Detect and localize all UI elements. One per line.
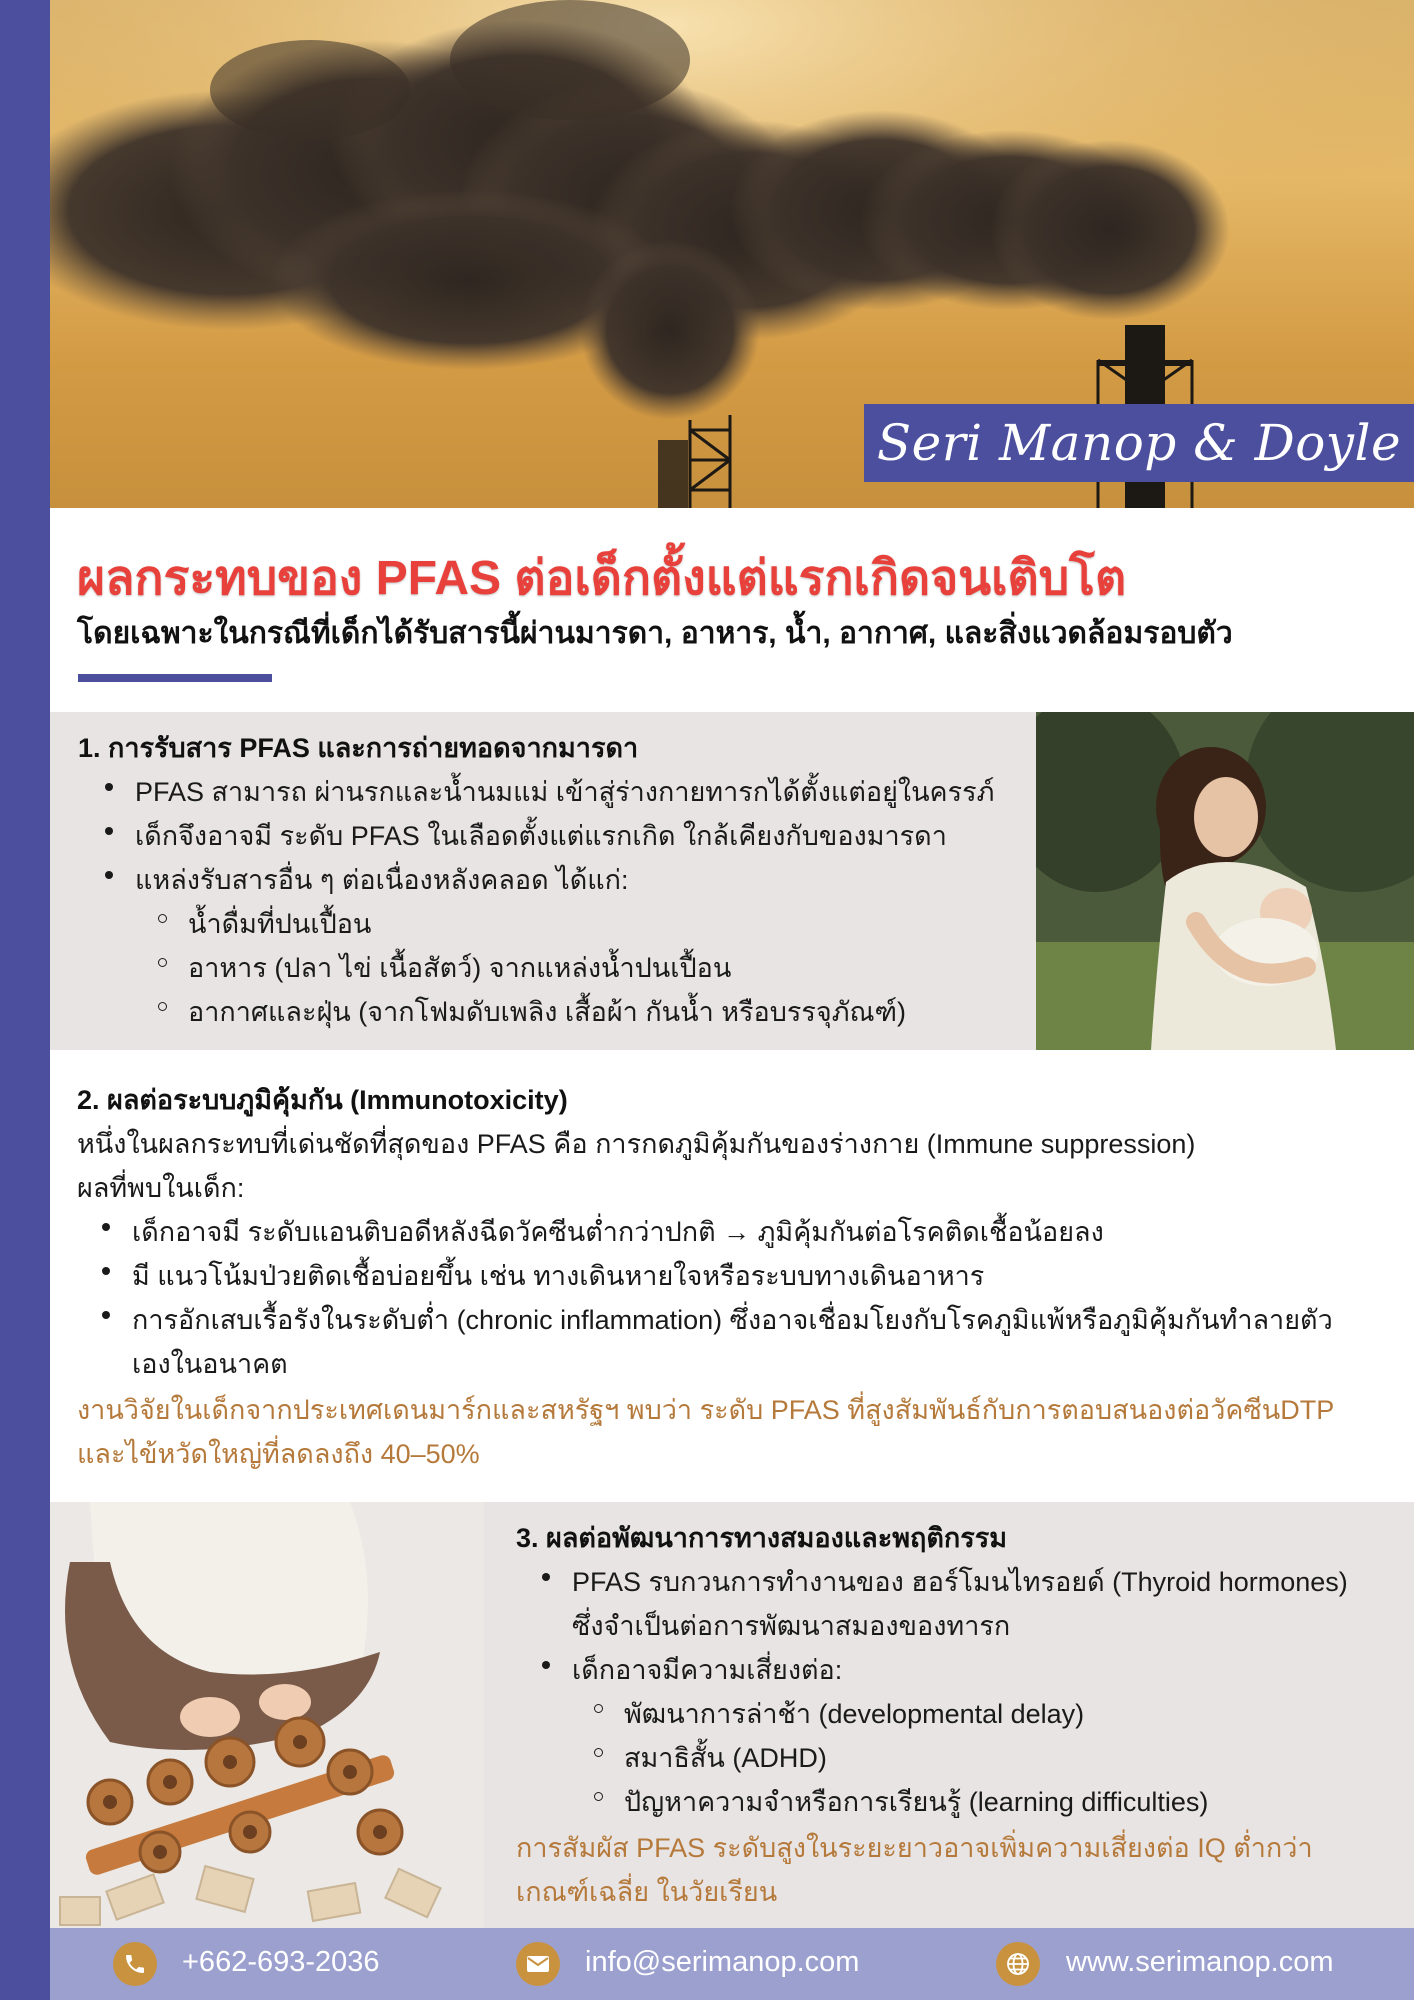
bullet-dot [102, 1267, 110, 1275]
section2-heading: 2. ผลต่อระบบภูมิคุ้มกัน (Immunotoxicity) [77, 1085, 568, 1115]
section-maternal-exposure: 1. การรับสาร PFAS และการถ่ายทอดจากมารดา PFAS สามารถ ผ่านรกและน้ำนมแม่ เข้าสู่ร่างกายทารกได้ตั้งแต่อยู่ในครรภ์ เด็กจึงอาจมี ระดับ PFAS ในเลือดตั้งแต่แรกเกิด ใกล้เคียงกับของมารดา แหล่งรับสารอื่น ๆ ต่อเนื่องหลังคลอด ได้แก่: น้ำดื่มที่ปนเปื้อน อาหาร (ปลา ไข่ เนื้อสัตว์) จากแหล่งน้ำปนเปื้อน อากาศและฝุ่น (จากโฟมดับเพลิง เสื้อผ้า กันน้ำ หรือบรรจุภัณฑ์) [50, 712, 1036, 1050]
bullet-ring [158, 958, 167, 967]
bullet-ring [158, 1002, 167, 1011]
bullet-dot [542, 1573, 550, 1581]
bullet-dot [105, 827, 113, 835]
brand-banner [864, 404, 1414, 482]
bullet-ring [158, 914, 167, 923]
bullet-dot [105, 783, 113, 791]
brand-name: Seri Manop & Doyle [876, 414, 1402, 472]
phone-icon [113, 1942, 157, 1986]
left-accent-bar [0, 0, 50, 2000]
photo-child-wooden-toys [50, 1502, 484, 1928]
section1-heading: 1. การรับสาร PFAS และการถ่ายทอดจากมารดา [78, 733, 639, 763]
bullet-ring [594, 1748, 603, 1757]
section2-findings-label: ผลที่พบในเด็ก: [77, 1173, 245, 1203]
footer-website[interactable]: www.serimanop.com [1066, 1946, 1334, 1978]
page-subtitle: โดยเฉพาะในกรณีที่เด็กได้รับสารนี้ผ่านมารดา, อาหาร, น้ำ, อากาศ, และสิ่งแวดล้อมรอบตัว [77, 617, 1233, 650]
wooden-toys-illustration [50, 1502, 484, 1928]
section2-intro: หนึ่งในผลกระทบที่เด่นชัดที่สุดของ PFAS คือ การกดภูมิคุ้มกันของร่างกาย (Immune suppression) [77, 1129, 1196, 1159]
email-icon [516, 1942, 560, 1986]
photo-mother-nursing [1036, 712, 1414, 1050]
bullet-dot [102, 1311, 110, 1319]
footer-phone[interactable]: +662-693-2036 [182, 1946, 380, 1978]
bullet-ring [594, 1704, 603, 1713]
bullet-dot [105, 871, 113, 879]
risk-note: การสัมผัส PFAS ระดับสูงในระยะยาวอาจเพิ่มความเสี่ยงต่อ IQ ต่ำกว่า [516, 1833, 1313, 1863]
bullet-ring [594, 1792, 603, 1801]
footer-email[interactable]: info@serimanop.com [585, 1946, 860, 1978]
title-underline [78, 674, 272, 682]
risk-note-line2: เกณฑ์เฉลี่ย ในวัยเรียน [516, 1877, 778, 1907]
research-note: งานวิจัยในเด็กจากประเทศเดนมาร์กและสหรัฐฯ พบว่า ระดับ PFAS ที่สูงสัมพันธ์กับการตอบสนองต่อวัคซีนDTP [77, 1395, 1335, 1425]
hero-smokestack-image [50, 0, 1414, 508]
globe-icon [996, 1942, 1040, 1986]
section-brain-development: 3. ผลต่อพัฒนาการทางสมองและพฤติกรรม PFAS รบกวนการทำงานของ ฮอร์โมนไทรอยด์ (Thyroid hormones) ซึ่งจำเป็นต่อการพัฒนาสมองของทารก เด็กอาจมีความเสี่ยงต่อ: พัฒนาการล่าช้า (developmental delay) สมาธิสั้น (ADHD) ปัญหาความจำหรือการเรียนรู้ (learning difficulties) การสัมผัส PFAS ระดับสูงในระยะยาวอาจเพิ่มความเสี่ยงต่อ IQ ต่ำกว่า เกณฑ์เฉลี่ย ในวัยเรียน [484, 1502, 1414, 1928]
bullet-dot [102, 1223, 110, 1231]
section3-heading: 3. ผลต่อพัฒนาการทางสมองและพฤติกรรม [516, 1523, 1008, 1553]
bullet-dot [542, 1661, 550, 1669]
page-title: ผลกระทบของ PFAS ต่อเด็กตั้งแต่แรกเกิดจนเติบโต [77, 552, 1127, 605]
list-item-continuation: ซึ่งจำเป็นต่อการพัฒนาสมองของทารก [572, 1611, 1011, 1641]
contact-footer [50, 1928, 1414, 2000]
mother-baby-illustration [1036, 712, 1414, 1050]
list-item-continuation: เองในอนาคต [132, 1349, 288, 1379]
research-note-line2: และไข้หวัดใหญ่ที่ลดลงถึง 40–50% [77, 1439, 480, 1469]
